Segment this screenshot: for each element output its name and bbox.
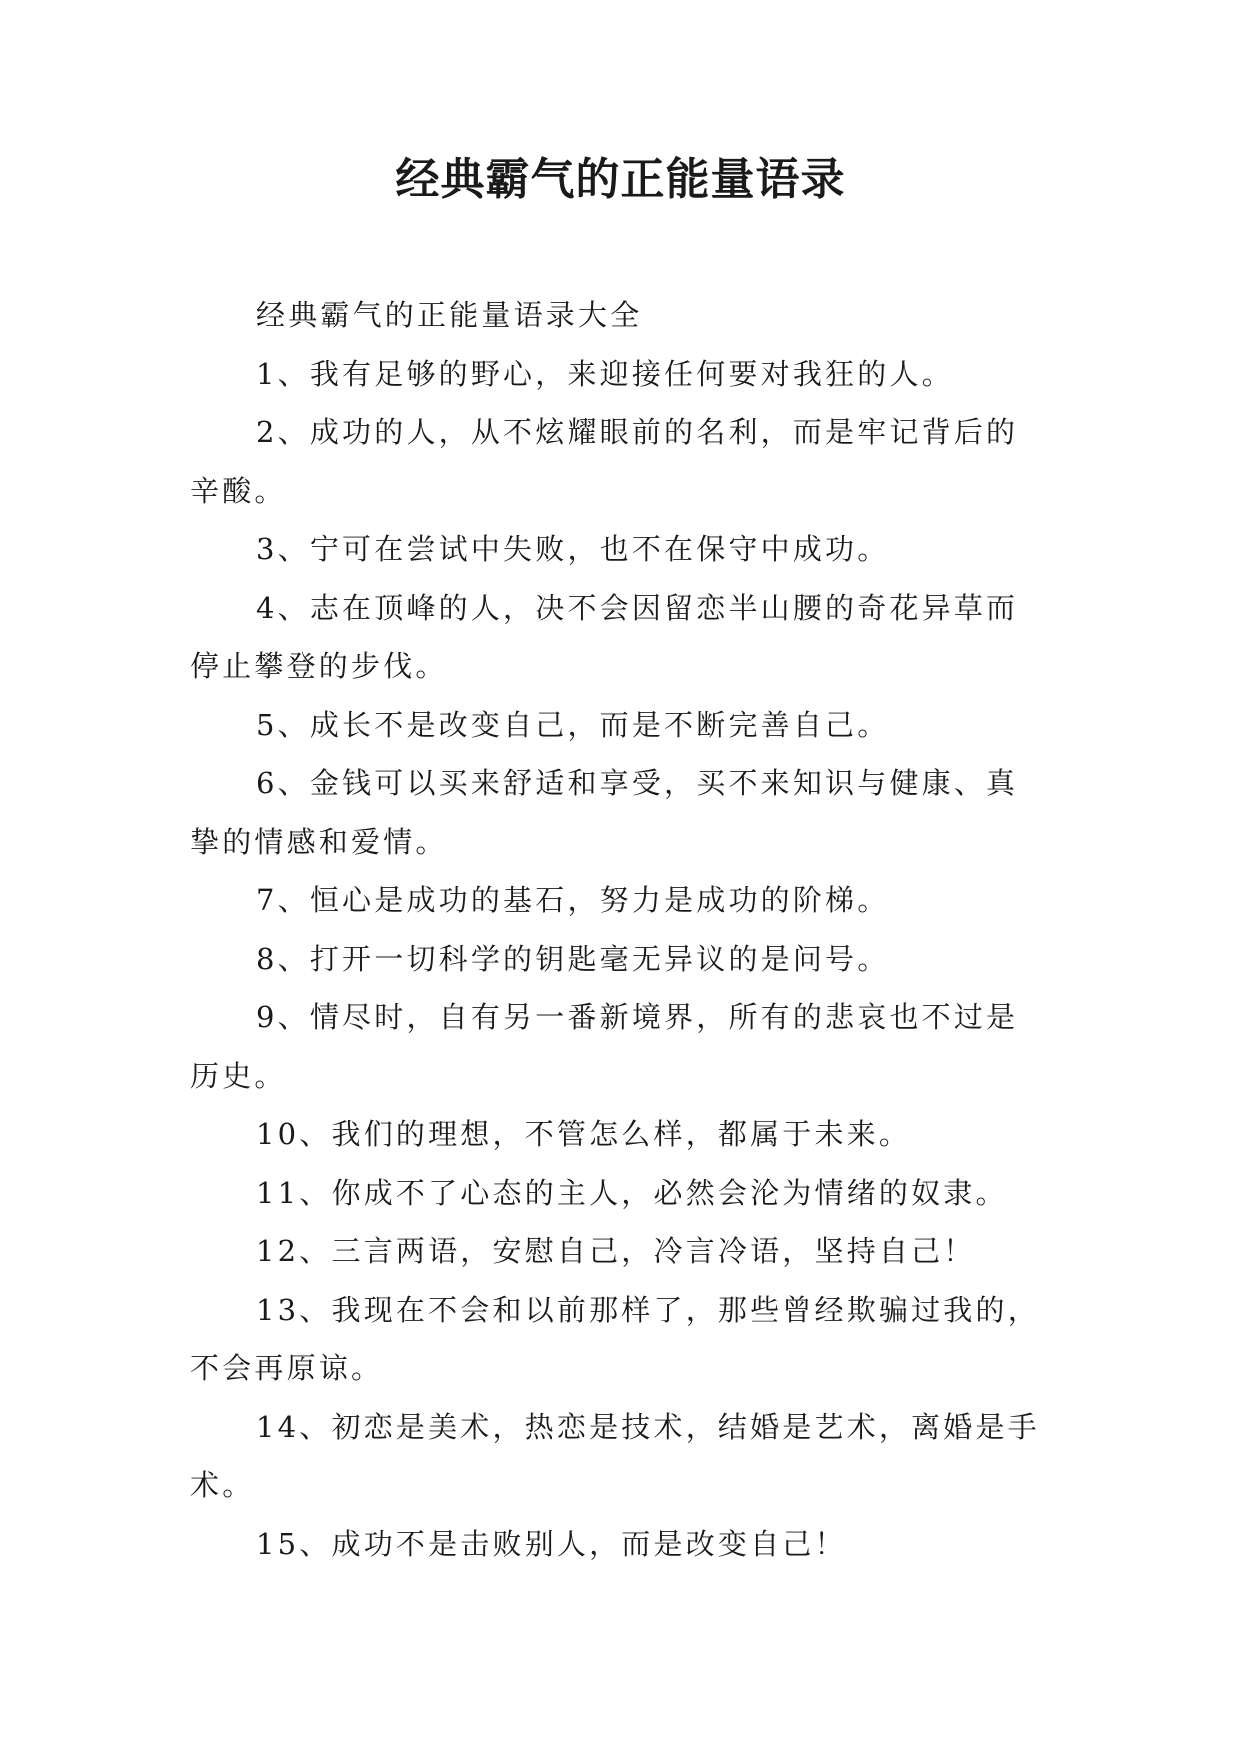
quote-paragraph: 7、恒心是成功的基石，努力是成功的阶梯。 — [256, 883, 890, 917]
quote-paragraph: 10、我们的理想，不管怎么样，都属于未来。 — [256, 1117, 912, 1151]
quote-paragraph: 4、志在顶峰的人，决不会因留恋半山腰的奇花异草而停止攀登的步伐。 — [190, 590, 1019, 683]
document-title: 经典霸气的正能量语录 — [395, 154, 846, 205]
quote-paragraph: 14、初恋是美术，热恋是技术，结婚是艺术，离婚是手术。 — [190, 1409, 1040, 1502]
quote-paragraph: 15、成功不是击败别人，而是改变自己！ — [256, 1526, 847, 1561]
quote-paragraph: 3、宁可在尝试中失败，也不在保守中成功。 — [256, 532, 890, 566]
quote-paragraph: 8、打开一切科学的钥匙毫无异议的是问号。 — [256, 941, 890, 976]
document-body — [190, 286, 1050, 1573]
quote-paragraph: 11、你成不了心态的主人，必然会沦为情绪的奴隶。 — [256, 1175, 1008, 1210]
quote-paragraph: 2、成功的人，从不炫耀眼前的名利，而是牢记背后的辛酸。 — [190, 415, 1019, 508]
document-subtitle: 经典霸气的正能量语录大全 — [256, 298, 643, 332]
quote-paragraph: 9、情尽时，自有另一番新境界，所有的悲哀也不过是历史。 — [190, 1000, 1019, 1093]
quote-paragraph: 6、金钱可以买来舒适和享受，买不来知识与健康、真挚的情感和爱情。 — [190, 766, 1019, 859]
quote-paragraph: 1、我有足够的野心，来迎接任何要对我狂的人。 — [256, 356, 954, 391]
quote-paragraph: 12、三言两语，安慰自己，冷言冷语，坚持自己！ — [256, 1234, 976, 1268]
quote-paragraph: 5、成长不是改变自己，而是不断完善自己。 — [256, 707, 890, 742]
quote-paragraph: 13、我现在不会和以前那样了，那些曾经欺骗过我的，不会再原谅。 — [190, 1292, 1040, 1385]
